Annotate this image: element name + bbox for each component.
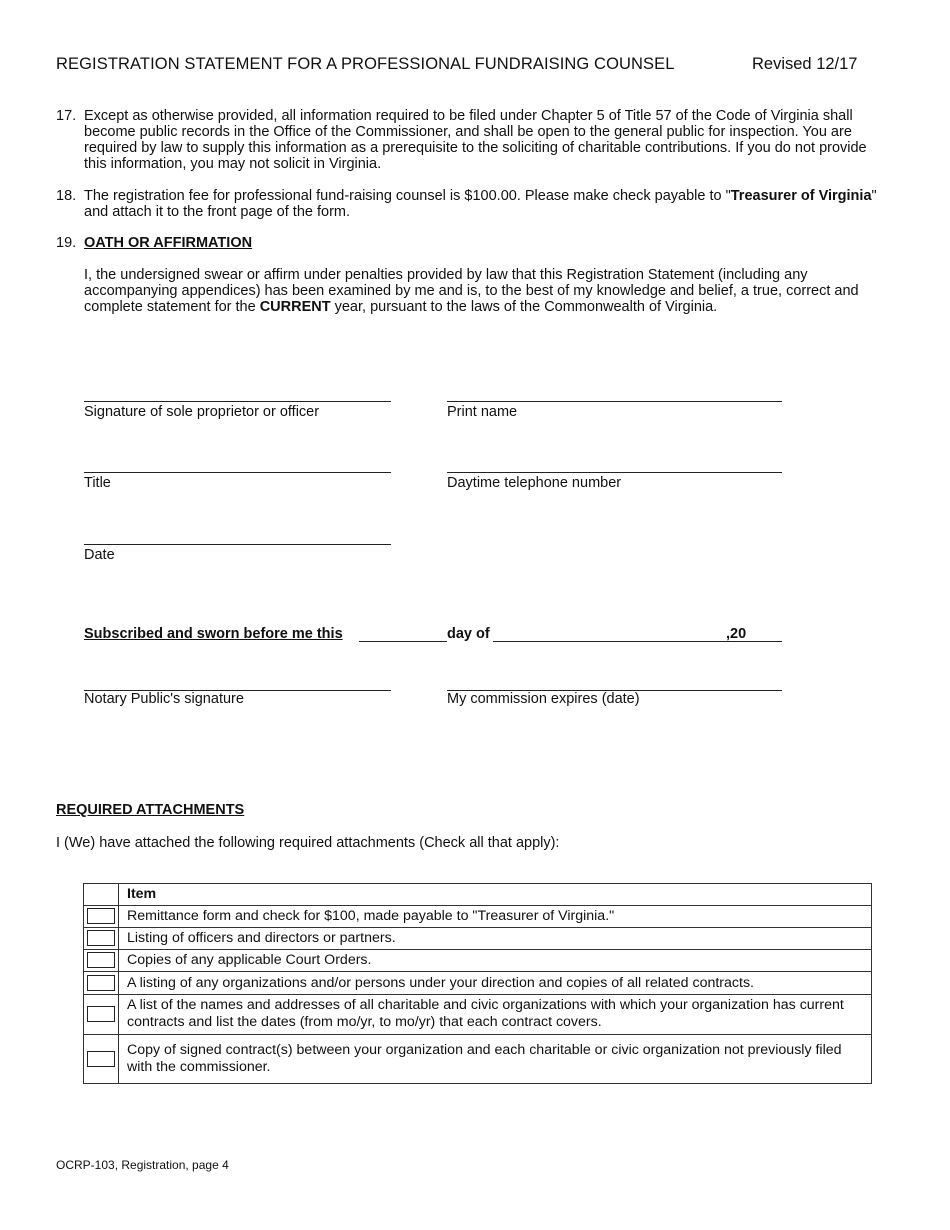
- page-title: REGISTRATION STATEMENT FOR A PROFESSIONAL FUNDRAISING COUNSEL: [56, 55, 675, 73]
- attachment-item: A list of the names and addresses of all charitable and civic organizations with which your organization has current contracts and list the dates (from mo/yr, to mo/yr) that each contract covers.: [119, 995, 872, 1035]
- checkbox-column-header: [84, 884, 119, 906]
- sworn-statement: [84, 626, 784, 642]
- table-row: [84, 928, 872, 950]
- attachment-checkbox[interactable]: [87, 1006, 115, 1022]
- item-17-number: 17.: [56, 108, 77, 124]
- table-header-row: [84, 884, 872, 906]
- attachment-item: Remittance form and check for $100, made payable to "Treasurer of Virginia.": [119, 906, 872, 928]
- attachment-item: Copies of any applicable Court Orders.: [119, 950, 872, 972]
- attachment-item: Listing of officers and directors or partners.: [119, 928, 872, 950]
- revision-date: Revised 12/17: [752, 55, 858, 73]
- commission-label: My commission expires (date): [447, 691, 640, 707]
- item-19-number: 19.: [56, 235, 77, 251]
- item-17: [56, 108, 886, 172]
- sworn-day-field[interactable]: [359, 626, 447, 642]
- day-of-label: day of: [447, 626, 490, 642]
- phone-line[interactable]: [447, 472, 782, 473]
- attachment-checkbox[interactable]: [87, 930, 115, 946]
- signature-label: Signature of sole proprietor or officer: [84, 404, 320, 420]
- item-18: [56, 188, 886, 220]
- attachment-item: Copy of signed contract(s) between your organization and each charitable or civic organization not previously filed with the commissioner.: [119, 1035, 872, 1084]
- phone-label: Daytime telephone number: [447, 475, 622, 491]
- item-18-text: The registration fee for professional fund-raising counsel is $100.00. Please make check payable to "Treasurer of Virginia" and attach it to the front page of the form.: [84, 188, 877, 220]
- date-line[interactable]: [84, 544, 391, 545]
- table-row: [84, 950, 872, 972]
- date-label: Date: [84, 547, 115, 563]
- year-prefix: ,20: [726, 626, 747, 642]
- oath-text: I, the undersigned swear or affirm under penalties provided by law that this Registration Statement (including any accompanying appendices) has been examined by me and is, to the best of my knowledge and belief, a true, correct and complete statement for the CURRENT year, pursuant to the laws of the Commonwealth of Virginia.: [84, 267, 859, 315]
- oath-text-block: [56, 267, 886, 315]
- payee-name: Treasurer of Virginia: [730, 188, 872, 204]
- notary-label: Notary Public's signature: [84, 691, 244, 707]
- attachments-table: [83, 883, 872, 1084]
- current-emphasis: CURRENT: [259, 299, 331, 315]
- title-line[interactable]: [84, 472, 391, 473]
- attachment-checkbox[interactable]: [87, 975, 115, 991]
- signature-line[interactable]: [84, 401, 391, 402]
- table-row: [84, 906, 872, 928]
- title-label: Title: [84, 475, 111, 491]
- attachment-checkbox[interactable]: [87, 1051, 115, 1067]
- oath-heading: OATH OR AFFIRMATION: [84, 235, 253, 251]
- item-19: [56, 235, 886, 251]
- print-name-label: Print name: [447, 404, 518, 420]
- table-row: [84, 995, 872, 1035]
- sworn-text: Subscribed and sworn before me this: [84, 626, 343, 642]
- required-attachments-heading: REQUIRED ATTACHMENTS: [56, 802, 245, 818]
- page-footer: OCRP-103, Registration, page 4: [56, 1158, 229, 1172]
- table-row: [84, 972, 872, 995]
- item-column-header: Item: [119, 884, 872, 906]
- attachment-checkbox[interactable]: [87, 908, 115, 924]
- attachment-item: A listing of any organizations and/or persons under your direction and copies of all related contracts.: [119, 972, 872, 995]
- item-17-text: Except as otherwise provided, all information required to be filed under Chapter 5 of Title 57 of the Code of Virginia shall become public records in the Office of the Commissioner, and shall be open to the general public for inspection. You are required by law to supply this information as a prerequisite to the soliciting of charitable contributions. If you do not provide this information, you may not solicit in Virginia.: [84, 108, 867, 172]
- table-row: [84, 1035, 872, 1084]
- item-18-number: 18.: [56, 188, 77, 204]
- print-name-line[interactable]: [447, 401, 782, 402]
- attachment-checkbox[interactable]: [87, 952, 115, 968]
- attachments-intro: I (We) have attached the following required attachments (Check all that apply):: [56, 835, 560, 851]
